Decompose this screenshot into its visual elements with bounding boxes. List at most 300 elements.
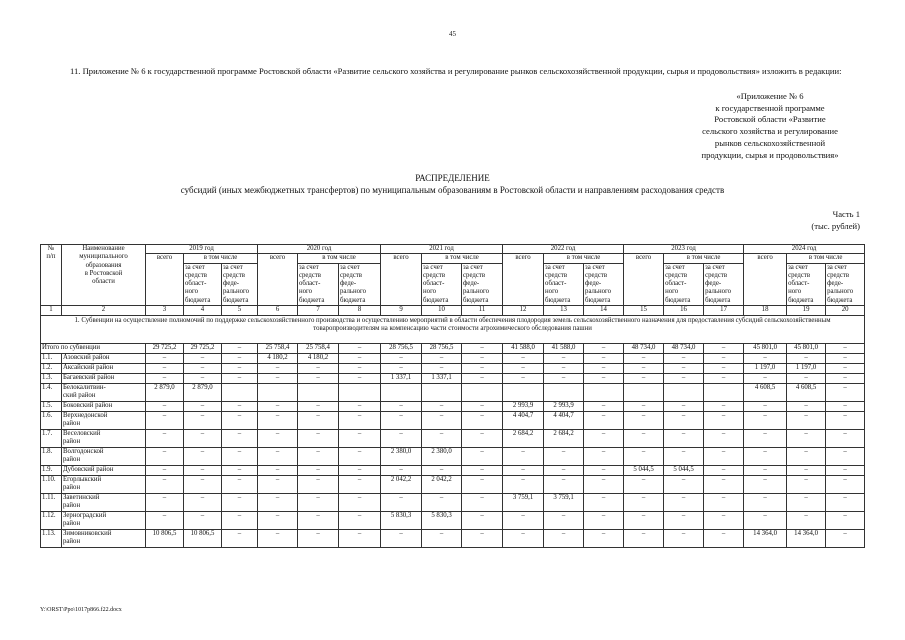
total-cell: 28 756,5 <box>381 344 422 354</box>
value-cell: – <box>184 354 222 364</box>
value-cell: – <box>422 412 462 430</box>
value-cell: – <box>744 354 787 364</box>
value-cell: – <box>584 466 624 476</box>
header-year: 2024 год <box>744 245 865 254</box>
value-cell: – <box>744 402 787 412</box>
header-including: в том числе <box>787 254 865 263</box>
municipality-name: Азовский район <box>62 354 146 364</box>
value-cell: – <box>664 512 704 530</box>
value-cell: – <box>462 402 503 412</box>
value-cell: – <box>503 512 544 530</box>
row-number: 1.9. <box>41 466 62 476</box>
value-cell: 2 684,2 <box>544 430 584 448</box>
total-cell: 29 725,2 <box>146 344 184 354</box>
value-cell: – <box>258 476 298 494</box>
header-num: № п/п <box>41 245 62 306</box>
header-year: 2021 год <box>381 245 503 254</box>
value-cell: – <box>184 430 222 448</box>
value-cell: – <box>503 374 544 384</box>
value-cell: – <box>584 430 624 448</box>
value-cell <box>664 384 704 402</box>
header-including: в том числе <box>184 254 258 263</box>
value-cell: – <box>146 466 184 476</box>
value-cell: – <box>664 374 704 384</box>
value-cell: – <box>339 494 381 512</box>
table-row <box>41 530 865 548</box>
value-cell: – <box>787 354 826 364</box>
value-cell: 3 759,1 <box>544 494 584 512</box>
value-cell: – <box>222 494 258 512</box>
value-cell: – <box>146 402 184 412</box>
header-year: 2023 год <box>624 245 744 254</box>
value-cell: 1 197,0 <box>744 364 787 374</box>
column-number: 11 <box>462 306 503 316</box>
value-cell: 2 993,9 <box>544 402 584 412</box>
value-cell <box>422 384 462 402</box>
column-number: 19 <box>787 306 826 316</box>
value-cell: – <box>146 430 184 448</box>
value-cell: – <box>624 412 664 430</box>
distribution-table <box>40 244 865 548</box>
value-cell: – <box>826 476 865 494</box>
value-cell: – <box>664 476 704 494</box>
value-cell: – <box>624 476 664 494</box>
value-cell: 2 042,2 <box>422 476 462 494</box>
value-cell: – <box>339 430 381 448</box>
value-cell: – <box>787 412 826 430</box>
row-number: 1.3. <box>41 374 62 384</box>
total-cell: – <box>339 344 381 354</box>
value-cell: – <box>704 466 744 476</box>
value-cell: 14 364,0 <box>744 530 787 548</box>
value-cell: – <box>584 512 624 530</box>
value-cell: – <box>298 402 339 412</box>
value-cell <box>339 384 381 402</box>
value-cell: – <box>664 412 704 430</box>
value-cell: 4 404,7 <box>544 412 584 430</box>
table-row <box>41 384 865 402</box>
value-cell: – <box>624 402 664 412</box>
value-cell: – <box>624 364 664 374</box>
part-block <box>811 208 860 232</box>
value-cell: – <box>422 354 462 364</box>
value-cell: – <box>339 476 381 494</box>
value-cell: – <box>222 374 258 384</box>
municipality-name: Аксайский район <box>62 364 146 374</box>
value-cell: – <box>624 512 664 530</box>
value-cell: – <box>146 374 184 384</box>
total-cell: – <box>584 344 624 354</box>
header-including: в том числе <box>544 254 624 263</box>
header-regional-budget: за счет средств област- ного бюджета <box>184 263 222 305</box>
column-number: 13 <box>544 306 584 316</box>
value-cell: – <box>704 530 744 548</box>
value-cell: – <box>222 364 258 374</box>
value-cell: – <box>744 512 787 530</box>
value-cell: 2 380,0 <box>381 448 422 466</box>
value-cell: – <box>544 354 584 364</box>
value-cell: – <box>704 476 744 494</box>
value-cell: – <box>184 476 222 494</box>
value-cell: – <box>146 476 184 494</box>
row-number: 1.11. <box>41 494 62 512</box>
value-cell: – <box>298 530 339 548</box>
value-cell: – <box>503 354 544 364</box>
value-cell <box>704 384 744 402</box>
value-cell: – <box>298 374 339 384</box>
value-cell: – <box>422 402 462 412</box>
value-cell: – <box>787 448 826 466</box>
header-year: 2020 год <box>258 245 381 254</box>
municipality-name: Веселовский район <box>62 430 146 448</box>
value-cell: – <box>146 354 184 364</box>
value-cell <box>503 384 544 402</box>
column-number: 7 <box>298 306 339 316</box>
table-row <box>41 512 865 530</box>
value-cell: 2 042,2 <box>381 476 422 494</box>
value-cell: – <box>146 364 184 374</box>
value-cell: – <box>826 402 865 412</box>
value-cell: – <box>624 530 664 548</box>
value-cell: 2 879,0 <box>146 384 184 402</box>
table-row <box>41 448 865 466</box>
row-number: 1.6. <box>41 412 62 430</box>
table-row <box>41 402 865 412</box>
municipality-name: Багаевский район <box>62 374 146 384</box>
value-cell: – <box>339 466 381 476</box>
value-cell: – <box>664 354 704 364</box>
table-row <box>41 354 865 364</box>
value-cell: – <box>744 412 787 430</box>
row-number: 1.4. <box>41 384 62 402</box>
value-cell: 5 044,5 <box>624 466 664 476</box>
value-cell: – <box>584 494 624 512</box>
total-cell: – <box>222 344 258 354</box>
value-cell: – <box>826 412 865 430</box>
value-cell <box>624 384 664 402</box>
municipality-name: Зерноградский район <box>62 512 146 530</box>
table-row <box>41 430 865 448</box>
value-cell: – <box>258 402 298 412</box>
total-cell: 48 734,0 <box>624 344 664 354</box>
value-cell <box>584 384 624 402</box>
header-federal-budget: за счет средств феде- рального бюджета <box>584 263 624 305</box>
value-cell: – <box>787 512 826 530</box>
header-including: в том числе <box>422 254 503 263</box>
row-number: 1.13. <box>41 530 62 548</box>
value-cell: – <box>146 448 184 466</box>
value-cell: – <box>339 448 381 466</box>
value-cell: – <box>503 530 544 548</box>
part-label: Часть 1 <box>832 209 860 219</box>
value-cell: 5 044,5 <box>664 466 704 476</box>
value-cell: 4 180,2 <box>298 354 339 364</box>
value-cell: 1 337,1 <box>381 374 422 384</box>
value-cell: – <box>422 494 462 512</box>
value-cell: – <box>544 364 584 374</box>
value-cell: – <box>826 466 865 476</box>
value-cell: 5 830,3 <box>422 512 462 530</box>
value-cell: – <box>462 354 503 364</box>
value-cell: – <box>222 476 258 494</box>
row-number: 1.12. <box>41 512 62 530</box>
value-cell: – <box>462 412 503 430</box>
value-cell: – <box>381 430 422 448</box>
column-number: 5 <box>222 306 258 316</box>
value-cell: – <box>744 494 787 512</box>
value-cell: – <box>462 374 503 384</box>
value-cell: – <box>462 364 503 374</box>
header-federal-budget: за счет средств феде- рального бюджета <box>222 263 258 305</box>
total-cell: 45 801,0 <box>744 344 787 354</box>
value-cell: – <box>544 530 584 548</box>
document-title <box>0 172 905 196</box>
value-cell: – <box>381 530 422 548</box>
value-cell: – <box>704 354 744 364</box>
value-cell: – <box>381 412 422 430</box>
value-cell <box>462 384 503 402</box>
page-number: 45 <box>449 30 456 38</box>
value-cell: – <box>787 476 826 494</box>
value-cell: – <box>664 448 704 466</box>
value-cell: – <box>826 374 865 384</box>
column-number: 8 <box>339 306 381 316</box>
value-cell: – <box>826 430 865 448</box>
value-cell: – <box>258 364 298 374</box>
value-cell: 4 404,7 <box>503 412 544 430</box>
value-cell: – <box>584 374 624 384</box>
value-cell: – <box>744 374 787 384</box>
value-cell: – <box>258 530 298 548</box>
value-cell: – <box>787 402 826 412</box>
total-cell: 41 588,0 <box>544 344 584 354</box>
value-cell: – <box>787 430 826 448</box>
column-number: 2 <box>62 306 146 316</box>
value-cell: – <box>222 430 258 448</box>
column-number: 9 <box>381 306 422 316</box>
value-cell: – <box>624 448 664 466</box>
value-cell: – <box>298 430 339 448</box>
value-cell: – <box>184 448 222 466</box>
value-cell: – <box>422 530 462 548</box>
total-cell: – <box>704 344 744 354</box>
value-cell: – <box>462 448 503 466</box>
value-cell: 2 684,2 <box>503 430 544 448</box>
value-cell <box>381 384 422 402</box>
municipality-name: Боковский район <box>62 402 146 412</box>
header-federal-budget: за счет средств феде- рального бюджета <box>704 263 744 305</box>
value-cell: – <box>462 430 503 448</box>
value-cell: – <box>339 512 381 530</box>
value-cell: – <box>826 512 865 530</box>
row-number: 1.1. <box>41 354 62 364</box>
header-row-years <box>41 245 865 254</box>
value-cell: – <box>787 466 826 476</box>
value-cell: – <box>544 476 584 494</box>
value-cell <box>298 384 339 402</box>
header-year: 2019 год <box>146 245 258 254</box>
total-cell: 45 801,0 <box>787 344 826 354</box>
value-cell: – <box>787 494 826 512</box>
value-cell: – <box>258 448 298 466</box>
value-cell: – <box>584 476 624 494</box>
value-cell: 2 380,0 <box>422 448 462 466</box>
value-cell: – <box>184 374 222 384</box>
value-cell: 10 806,5 <box>184 530 222 548</box>
table-row <box>41 466 865 476</box>
value-cell: – <box>222 354 258 364</box>
value-cell: – <box>258 412 298 430</box>
section-heading: 1. Субвенции на осуществление полномочий по поддержке сельскохозяйственного производства и осуществлению мероприятий в области обеспечения плодородия земель сельскохозяйственного назначения для предоставления субсидий сельскохозяйственным товаропроизводителям на компенсацию части стоимости агрохимического обследования пашни <box>41 316 865 344</box>
value-cell: – <box>826 354 865 364</box>
header-federal-budget: за счет средств феде- рального бюджета <box>339 263 381 305</box>
units-label: (тыс. рублей) <box>811 221 860 231</box>
header-total: всего <box>146 254 184 306</box>
value-cell: – <box>381 494 422 512</box>
total-cell: 25 758,4 <box>298 344 339 354</box>
file-path-footer: Y:\ORST\Ppo\1017p866.f22.docx <box>40 607 122 613</box>
value-cell: 2 993,9 <box>503 402 544 412</box>
value-cell: – <box>826 448 865 466</box>
value-cell: – <box>826 494 865 512</box>
header-regional-budget: за счет средств област- ного бюджета <box>422 263 462 305</box>
column-numbers-row <box>41 306 865 316</box>
column-number: 20 <box>826 306 865 316</box>
municipality-name: Заветинский район <box>62 494 146 512</box>
total-cell: – <box>462 344 503 354</box>
header-total: всего <box>744 254 787 306</box>
value-cell: – <box>339 374 381 384</box>
value-cell: 2 879,0 <box>184 384 222 402</box>
value-cell: – <box>744 476 787 494</box>
value-cell: – <box>298 512 339 530</box>
column-number: 16 <box>664 306 704 316</box>
value-cell: – <box>422 364 462 374</box>
value-cell: – <box>339 412 381 430</box>
total-label: Итого по субвенции <box>41 344 146 354</box>
row-number: 1.10. <box>41 476 62 494</box>
value-cell: – <box>503 448 544 466</box>
column-number: 6 <box>258 306 298 316</box>
value-cell: – <box>584 530 624 548</box>
value-cell: – <box>787 374 826 384</box>
value-cell <box>544 384 584 402</box>
value-cell: – <box>258 466 298 476</box>
header-regional-budget: за счет средств област- ного бюджета <box>298 263 339 305</box>
value-cell: – <box>584 402 624 412</box>
value-cell: – <box>704 374 744 384</box>
title-line-2: субсидий (иных межбюджетных трансфертов) по муниципальным образованиям в Ростовской области и направлениям расходования средств <box>180 185 725 195</box>
value-cell: – <box>704 494 744 512</box>
value-cell: 4 608,5 <box>744 384 787 402</box>
header-federal-budget: за счет средств феде- рального бюджета <box>826 263 865 305</box>
value-cell: – <box>826 530 865 548</box>
value-cell: 4 608,5 <box>787 384 826 402</box>
value-cell: – <box>381 466 422 476</box>
column-number: 3 <box>146 306 184 316</box>
value-cell: – <box>462 494 503 512</box>
column-number: 1 <box>41 306 62 316</box>
row-number: 1.2. <box>41 364 62 374</box>
value-cell: – <box>544 466 584 476</box>
total-cell: 41 588,0 <box>503 344 544 354</box>
value-cell: – <box>339 364 381 374</box>
value-cell: – <box>462 476 503 494</box>
value-cell: – <box>298 364 339 374</box>
row-number: 1.8. <box>41 448 62 466</box>
municipality-name: Зимовниковский район <box>62 530 146 548</box>
header-including: в том числе <box>298 254 381 263</box>
value-cell: – <box>222 466 258 476</box>
value-cell: – <box>704 512 744 530</box>
value-cell: 5 830,3 <box>381 512 422 530</box>
value-cell: – <box>503 364 544 374</box>
value-cell: – <box>584 448 624 466</box>
value-cell: – <box>744 466 787 476</box>
value-cell: – <box>339 402 381 412</box>
table-row <box>41 412 865 430</box>
value-cell: – <box>298 494 339 512</box>
value-cell: – <box>298 448 339 466</box>
column-number: 18 <box>744 306 787 316</box>
value-cell: – <box>381 354 422 364</box>
total-row <box>41 344 865 354</box>
value-cell: – <box>664 430 704 448</box>
total-cell: 25 758,4 <box>258 344 298 354</box>
value-cell: – <box>298 476 339 494</box>
municipality-name: Верхнедонской район <box>62 412 146 430</box>
value-cell <box>258 384 298 402</box>
value-cell: – <box>184 402 222 412</box>
value-cell: – <box>184 512 222 530</box>
table-row <box>41 364 865 374</box>
value-cell: – <box>744 448 787 466</box>
value-cell: 3 759,1 <box>503 494 544 512</box>
value-cell: – <box>258 494 298 512</box>
column-number: 10 <box>422 306 462 316</box>
value-cell: – <box>381 402 422 412</box>
value-cell: – <box>146 412 184 430</box>
value-cell: – <box>222 412 258 430</box>
column-number: 12 <box>503 306 544 316</box>
value-cell: – <box>146 494 184 512</box>
value-cell: – <box>298 412 339 430</box>
value-cell: – <box>544 512 584 530</box>
value-cell: – <box>503 466 544 476</box>
value-cell: – <box>624 354 664 364</box>
value-cell: – <box>704 430 744 448</box>
value-cell: – <box>258 512 298 530</box>
header-total: всего <box>624 254 664 306</box>
value-cell: – <box>222 512 258 530</box>
value-cell: – <box>146 512 184 530</box>
value-cell: – <box>381 364 422 374</box>
value-cell: – <box>664 364 704 374</box>
municipality-name: Егорлыкский район <box>62 476 146 494</box>
value-cell: – <box>624 374 664 384</box>
value-cell: – <box>222 448 258 466</box>
header-regional-budget: за счет средств област- ного бюджета <box>787 263 826 305</box>
table-row <box>41 494 865 512</box>
value-cell: – <box>462 466 503 476</box>
intro-paragraph: 11. Приложение № 6 к государственной программе Ростовской области «Развитие сельского хозяйства и регулирование рынков сельскохозяйственной продукции, сырья и продовольствия» изложить в редакции: <box>70 66 842 76</box>
header-name: Наименование муниципального образования в Ростовской области <box>62 245 146 306</box>
value-cell: – <box>544 374 584 384</box>
value-cell: – <box>422 466 462 476</box>
value-cell: – <box>664 530 704 548</box>
value-cell: 4 180,2 <box>258 354 298 364</box>
table-row <box>41 374 865 384</box>
